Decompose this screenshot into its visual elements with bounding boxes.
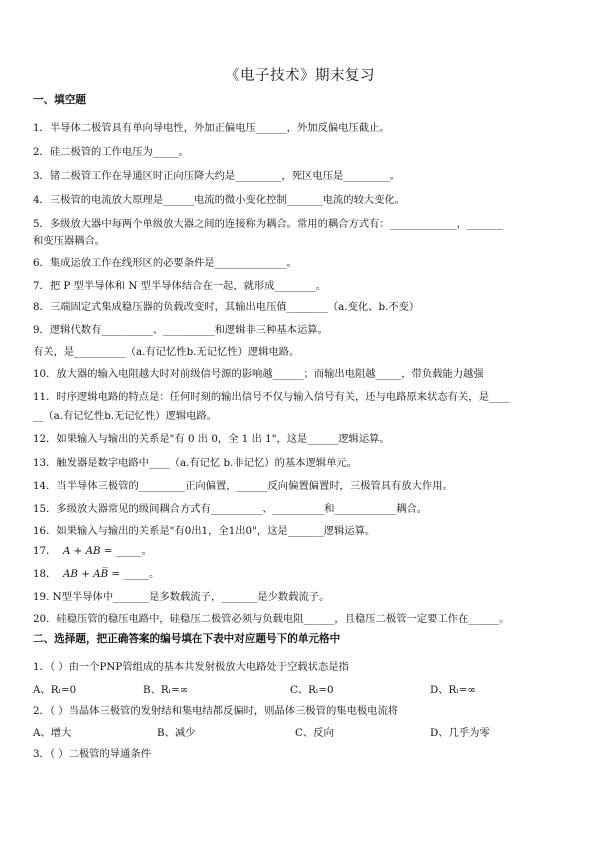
choice-question-3: 3．（ ）二极管的导通条件: [33, 748, 151, 760]
fill-question-13: 13．触发器是数字电路中____（a.有记忆 b.非记忆）的基本逻辑单元。: [33, 457, 357, 469]
fill-question-20: 20．硅稳压管的稳压电路中，硅稳压二极管必须与负载电阻______，且稳压二极管一定要工作在______。: [33, 613, 510, 625]
choice-2-option-d: D、几乎为零: [430, 727, 490, 739]
q17-number: 17．: [33, 545, 57, 557]
q18-expression: AB + AB̅ =: [62, 568, 124, 580]
q17-expression: A + AB =: [62, 545, 116, 557]
fill-fragment: 有关，是__________（a.有记忆性b.无记忆性）逻辑电路。: [33, 346, 300, 358]
choice-2-option-c: C、反向: [295, 727, 334, 739]
choice-1-option-d: D、Rₗ=∞: [430, 684, 477, 696]
fill-question-6: 6．集成运放工作在线形区的必要条件是______________。: [33, 257, 297, 269]
fill-question-17: [33, 544, 573, 558]
fill-question-2: 2．硅二极管的工作电压为_____。: [33, 146, 189, 158]
choice-question-1: 1．（ ）由一个PNP管组成的基本共发射极放大电路处于空载状态是指: [33, 661, 349, 673]
q17-blank: _____。: [115, 545, 152, 557]
q18-number: 18．: [33, 568, 57, 580]
page-title: 《电子技术》期末复习: [225, 68, 375, 84]
fill-question-19: 19. N型半导体中_______是多数载流子，_______是少数载流子。: [33, 591, 330, 603]
fill-question-5: 5．多级放大器中每两个单级放大器之间的连接称为耦合。常用的耦合方式有：_____________，_______: [33, 218, 503, 230]
fill-question-3: 3．锗二极管工作在导通区时正向压降大约是_________，死区电压是_________。: [33, 170, 400, 182]
choice-1-option-c: C、Rₗ=0: [290, 684, 334, 696]
choice-1-option-b: B、Rₗ=∞: [143, 684, 189, 696]
fill-question-11: 11．时序逻辑电路的特点是：任何时刻的输出信号不仅与输入信号有关，还与电路原来状态有关，是____: [33, 391, 510, 403]
choice-2-options: [33, 726, 573, 740]
fill-question-11-cont: __（a.有记忆性b.无记忆性）逻辑电路。: [33, 410, 218, 422]
fill-question-14: 14．当半导体三极管的_________正向偏置，______反向偏置偏置时，三极管具有放大作用。: [33, 480, 453, 492]
section-fill-heading: 一、填空题: [33, 94, 86, 106]
fill-question-7: 7．把 P 型半导体和 N 型半导体结合在一起，就形成________。: [33, 280, 327, 292]
fill-question-8: 8．三端固定式集成稳压器的负载改变时，其输出电压值________（a.变化、b.不变）: [33, 301, 420, 313]
q18-blank: _____。: [123, 568, 160, 580]
fill-question-18: [33, 567, 573, 581]
choice-question-2: 2．（ ）当晶体三极管的发射结和集电结都反偏时，则晶体三极管的集电极电流将: [33, 705, 399, 717]
fill-question-15: 15．多级放大器常见的级间耦合方式有__________、__________和____________耦合。: [33, 503, 428, 515]
fill-question-16: 16．如果输入与输出的关系是"有0出1，全1出0"，这是_______逻辑运算。: [33, 525, 376, 537]
choice-2-option-b: B、减少: [157, 727, 196, 739]
fill-question-9: 9．逻辑代数有__________、__________和逻辑非三种基本运算。: [33, 324, 328, 336]
fill-question-5-cont: 和变压器耦合。: [33, 235, 106, 247]
fill-question-12: 12．如果输入与输出的关系是"有 0 出 0，全 1 出 1"，这是______逻辑运算。: [33, 433, 390, 445]
choice-1-options: [33, 683, 573, 697]
fill-question-1: 1．半导体二极管具有单向导电性，外加正偏电压______，外加反偏电压截止。: [33, 122, 390, 134]
choice-2-option-a: A、增大: [33, 727, 72, 739]
choice-1-option-a: A、Rₗ=0: [33, 684, 77, 696]
fill-question-10: 10．放大器的输入电阻越大时对前级信号源的影响越______；而输出电阻越_____，带负载能力越强: [33, 368, 484, 380]
fill-question-4: 4．三极管的电流放大原理是______电流的微小变化控制_______电流的较大变化。: [33, 194, 406, 206]
section-choice-heading: 二、选择题，把正确答案的编号填在下表中对应题号下的单元格中: [33, 633, 341, 645]
